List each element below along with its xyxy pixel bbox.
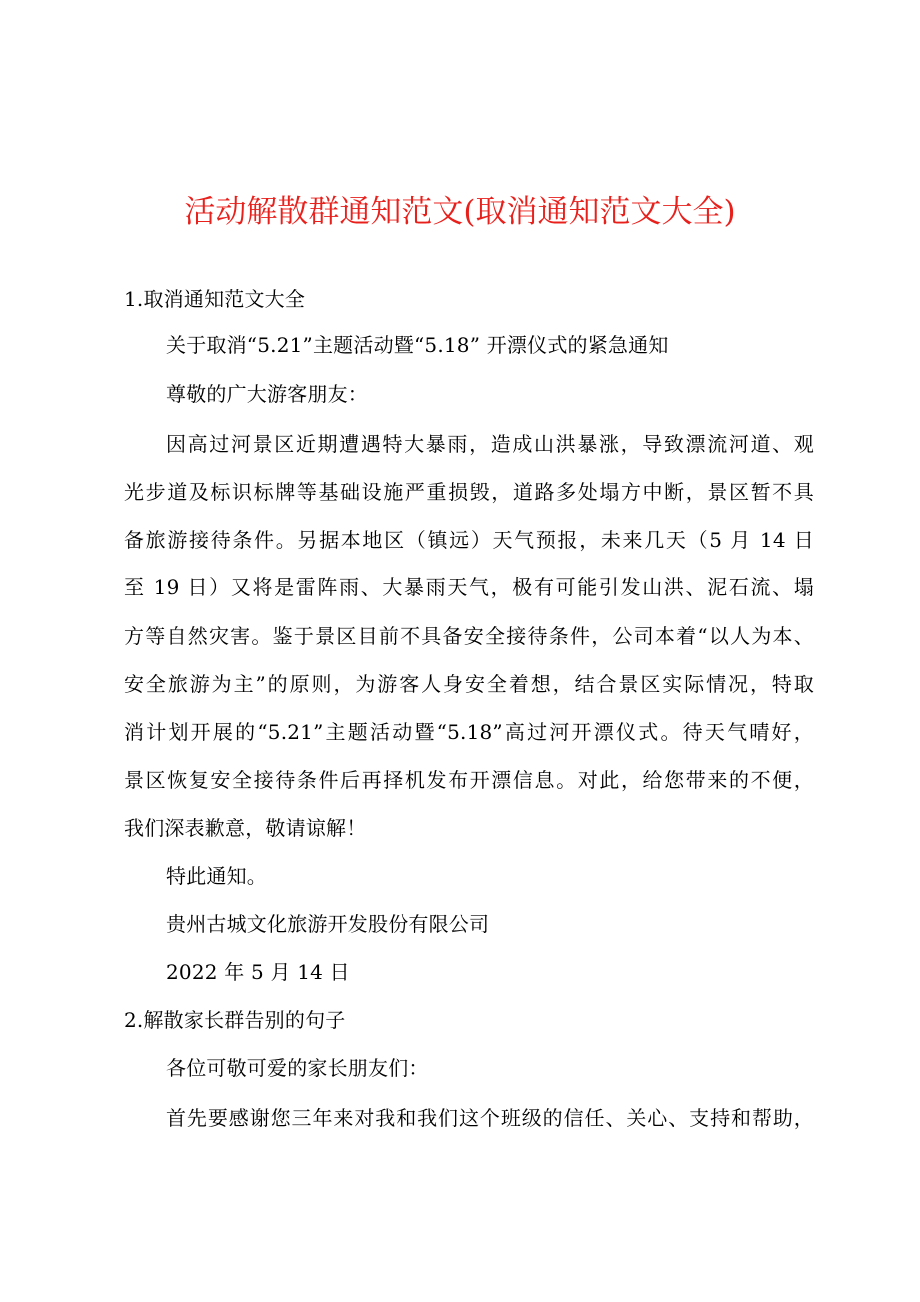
- section-1-heading: 1.取消通知范文大全: [124, 287, 306, 311]
- notice-paragraph-line: 因高过河景区近期遭遇特大暴雨，造成山洪暴涨，导致漂流河道、观: [166, 432, 814, 456]
- notice-title: 关于取消“5.21”主题活动暨“5.18” 开漂仪式的紧急通知: [166, 333, 669, 357]
- notice-paragraph-line: 消计划开展的“5.21”主题活动暨“5.18”高过河开漂仪式。待天气晴好，: [124, 720, 814, 744]
- notice-closing: 特此通知。: [166, 864, 267, 888]
- notice-paragraph-line: 方等自然灾害。鉴于景区目前不具备安全接待条件，公司本着“以人为本、: [124, 624, 814, 648]
- notice-signature: 贵州古城文化旅游开发股份有限公司: [166, 912, 490, 936]
- notice-paragraph-line: 我们深表歉意，敬请谅解！: [124, 816, 367, 840]
- document-title: 活动解散群通知范文(取消通知范文大全): [184, 194, 736, 230]
- notice-paragraph-line: 光步道及标识标牌等基础设施严重损毁，道路多处塌方中断，景区暂不具: [124, 480, 814, 504]
- section-2-heading: 2.解散家长群告别的句子: [124, 1008, 346, 1032]
- notice-salutation: 尊敬的广大游客朋友：: [166, 382, 368, 406]
- notice-paragraph-line: 景区恢复安全接待条件后再择机发布开漂信息。对此，给您带来的不便，: [124, 768, 814, 792]
- notice-paragraph-line: 安全旅游为主”的原则，为游客人身安全着想，结合景区实际情况，特取: [124, 672, 814, 696]
- notice-date: 2022 年 5 月 14 日: [166, 960, 350, 984]
- farewell-salutation: 各位可敬可爱的家长朋友们：: [166, 1056, 429, 1080]
- farewell-paragraph-line: 首先要感谢您三年来对我和我们这个班级的信任、关心、支持和帮助，: [166, 1106, 814, 1130]
- notice-paragraph-line: 至 19 日）又将是雷阵雨、大暴雨天气，极有可能引发山洪、泥石流、塌: [124, 575, 814, 599]
- notice-paragraph-line: 备旅游接待条件。另据本地区（镇远）天气预报，未来几天（5 月 14 日: [124, 528, 814, 552]
